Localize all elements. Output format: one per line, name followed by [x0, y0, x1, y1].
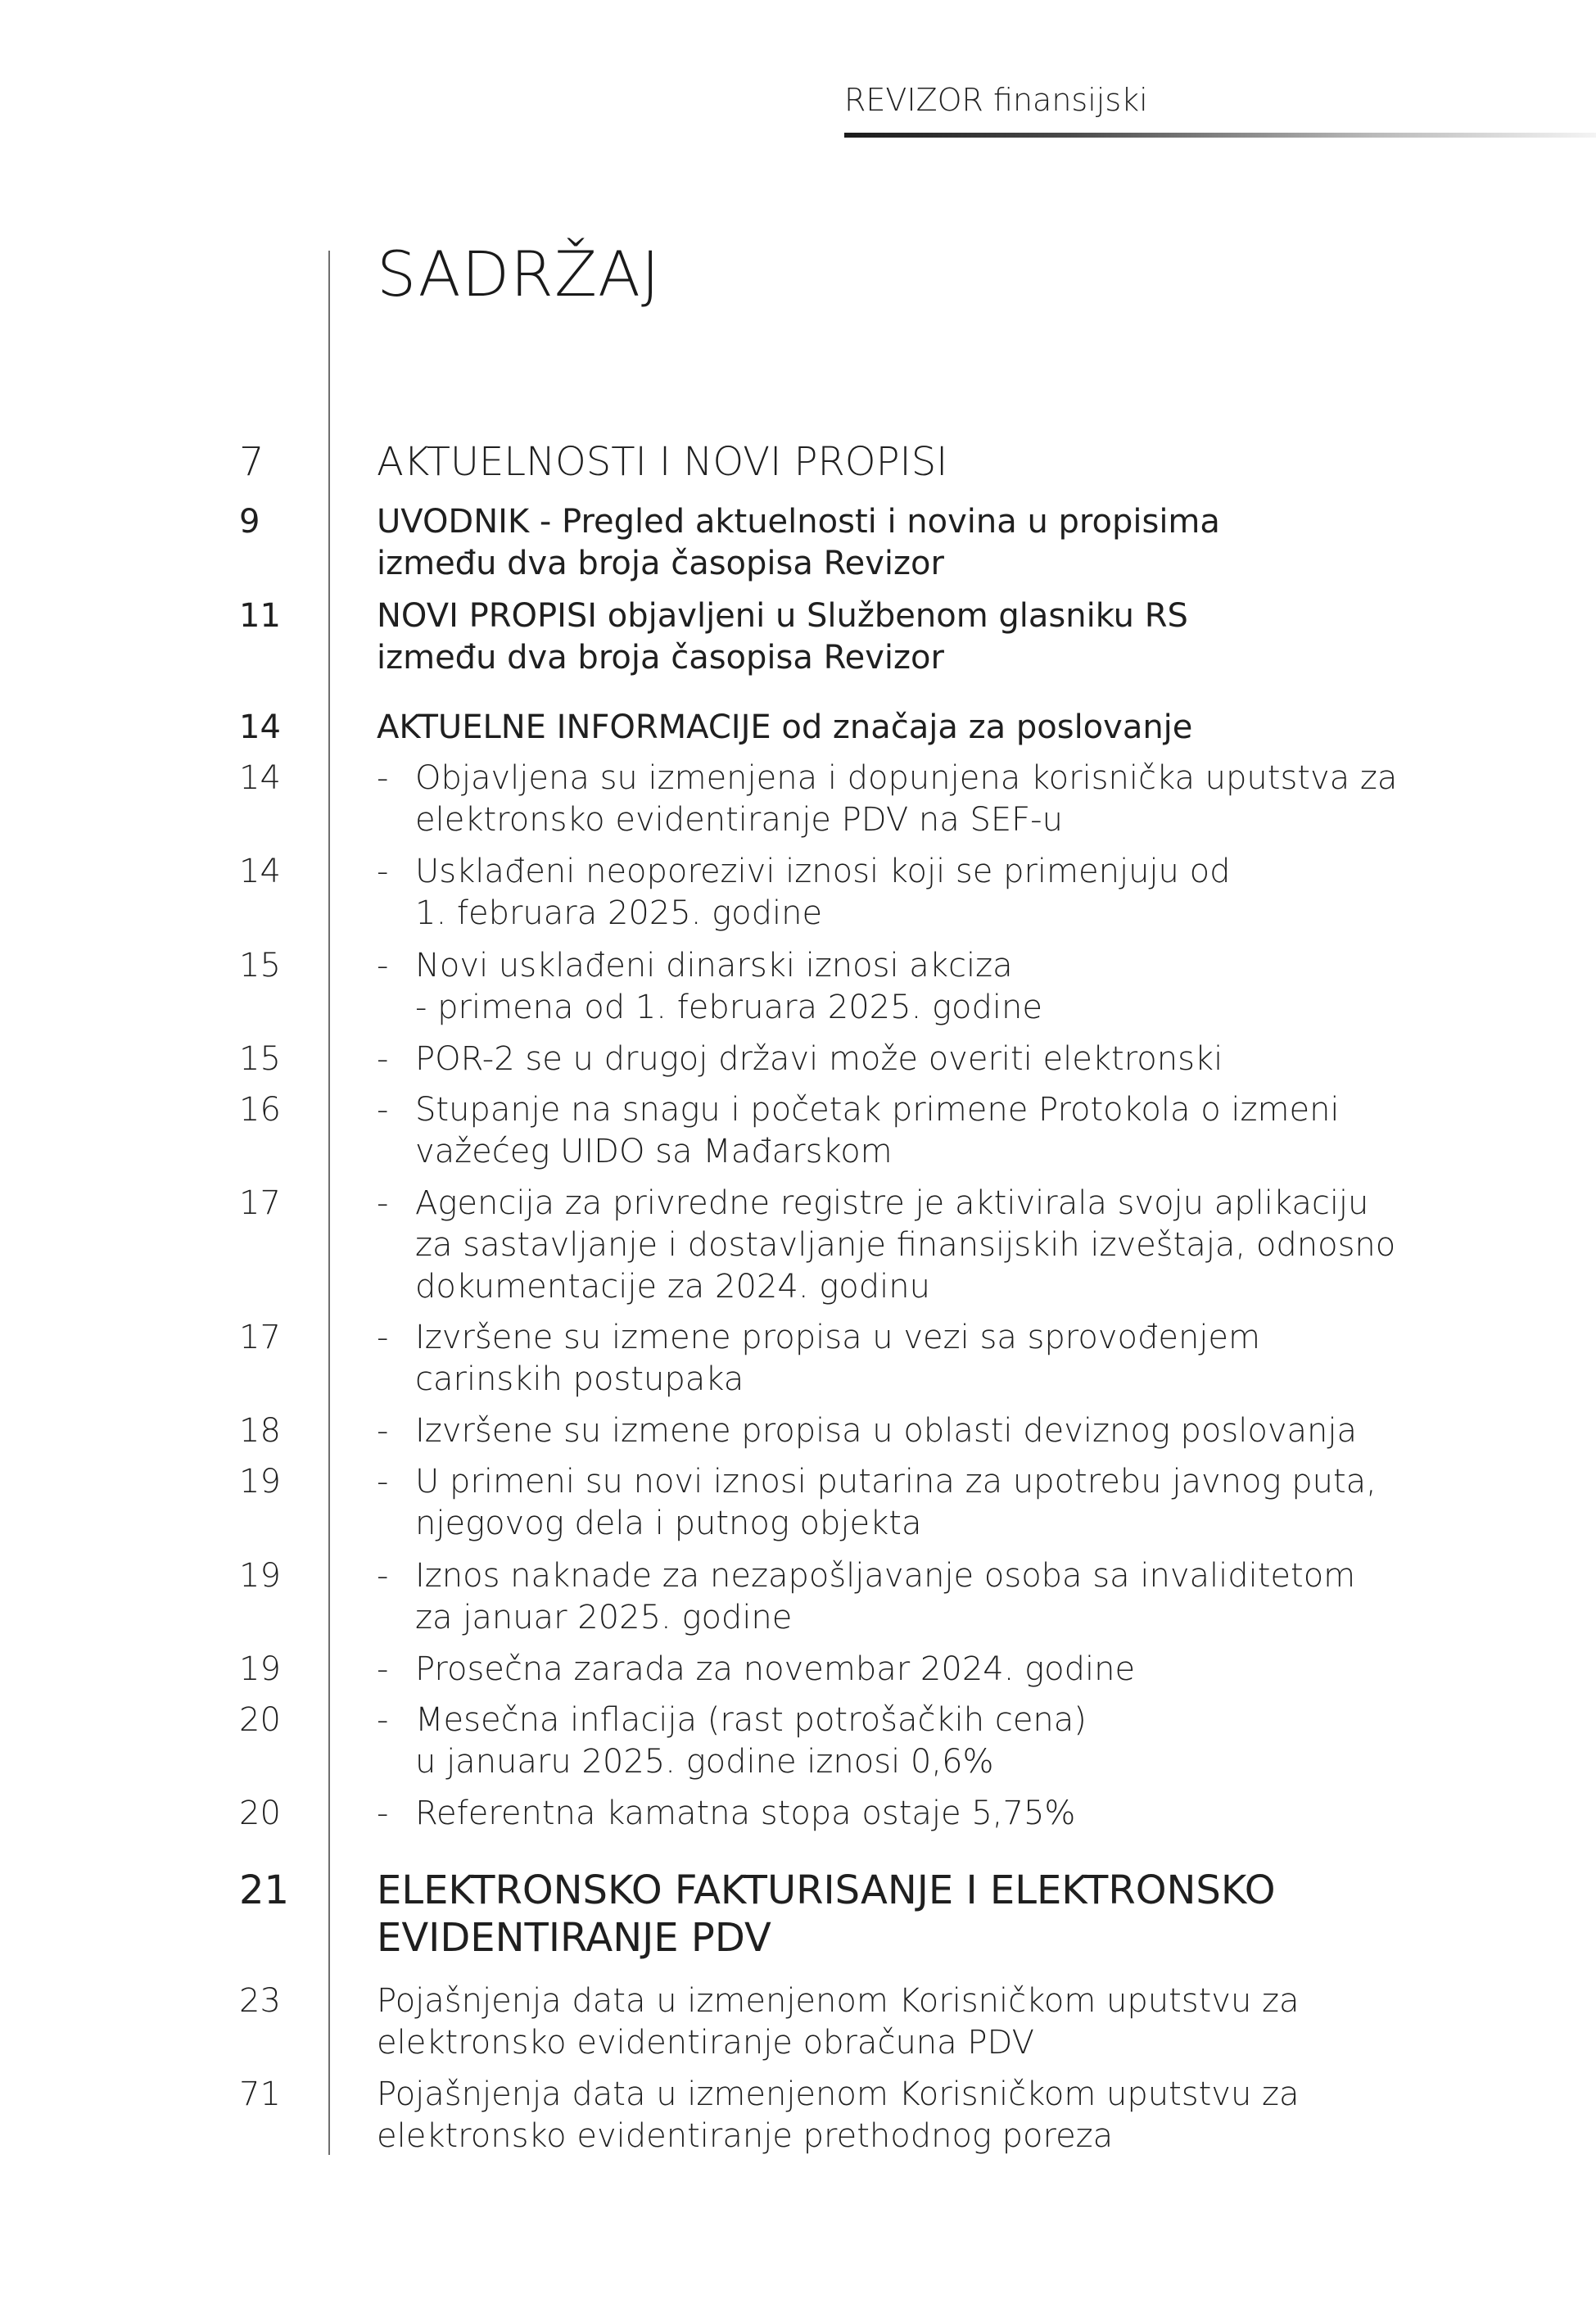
toc-title-line: Stupanje na snagu i početak primene Protokola o izmeni [415, 1091, 1340, 1129]
toc-page-number: 17 [239, 1319, 281, 1356]
toc-title-line: U primeni su novi iznosi putarina za upotrebu javnog puta, [415, 1463, 1377, 1500]
toc-title [377, 501, 1400, 585]
toc-page-number: 11 [239, 597, 281, 635]
toc-page-number: 15 [239, 1040, 281, 1078]
toc-title-line: elektronsko evidentiranje obračuna PDV [377, 2024, 1034, 2062]
bullet-dash: - [377, 1184, 389, 1222]
toc-page-number: 17 [239, 1184, 281, 1222]
toc-title-line: za januar 2025. godine [415, 1599, 793, 1636]
toc-title-line: Referentna kamatna stopa ostaje 5,75% [415, 1795, 1076, 1832]
toc-page-number: 14 [239, 708, 281, 746]
toc-title [415, 945, 1398, 1029]
toc-title [415, 1700, 1398, 1783]
toc-title-line: Izvršene su izmene propisa u vezi sa sprovođenjem [415, 1319, 1260, 1356]
toc-page-number: 7 [239, 439, 264, 485]
toc-page-number: 21 [239, 1867, 290, 1913]
bullet-dash: - [377, 947, 389, 984]
toc-title [415, 1317, 1398, 1401]
toc-title-line: za sastavljanje i dostavljanje finansijskih izveštaja, odnosno [415, 1226, 1396, 1264]
toc-title-line: - primena od 1. februara 2025. godine [415, 989, 1042, 1026]
toc-title-line: NOVI PROPISI objavljeni u Službenom glasniku RS [377, 597, 1188, 635]
bullet-dash: - [377, 1319, 389, 1356]
bullet-dash: - [377, 1701, 389, 1739]
bullet-dash: - [377, 1040, 389, 1078]
toc-title-line: 1. februara 2025. godine [415, 894, 823, 932]
toc-title-line: Prosečna zarada za novembar 2024. godine [415, 1650, 1136, 1688]
toc-page-number: 20 [239, 1701, 281, 1739]
toc-title-line: Pojašnjenja data u izmenjenom Korisničkom uputstvu za [377, 2075, 1300, 2113]
toc-title-line: Iznos naknade za nezapošljavanje osoba sa invaliditetom [415, 1557, 1356, 1595]
toc-title [377, 1867, 1400, 1962]
toc-title [415, 1410, 1398, 1452]
toc-page-number: 14 [239, 759, 281, 797]
toc-title-line: Mesečna inflacija (rast potrošačkih cena) [415, 1701, 1087, 1739]
toc-title [415, 1649, 1398, 1691]
toc-page-number: 9 [239, 503, 260, 541]
toc-title-line: Objavljena su izmenjena i dopunjena korisnička uputstva za [415, 759, 1398, 797]
toc-title-line: dokumentacije za 2024. godinu [415, 1268, 930, 1306]
bullet-dash: - [377, 1795, 389, 1832]
toc-page-number: 16 [239, 1091, 281, 1129]
toc-title [415, 758, 1398, 841]
toc-title-line: AKTUELNOSTI I NOVI PROPISI [377, 439, 948, 485]
toc-title [377, 1980, 1400, 2064]
toc-title-line: UVODNIK - Pregled aktuelnosti i novina u propisima [377, 503, 1220, 541]
toc-page-number: 18 [239, 1412, 281, 1450]
toc-page-number: 15 [239, 947, 281, 984]
toc-title [377, 438, 1400, 486]
toc-title-line: Izvršene su izmene propisa u oblasti deviznog poslovanja [415, 1412, 1357, 1450]
toc-title-line: ELEKTRONSKO FAKTURISANJE I ELEKTRONSKO [377, 1867, 1276, 1913]
toc-title [415, 1461, 1398, 1545]
toc-title [415, 1555, 1398, 1639]
toc-title-line: elektronsko evidentiranje prethodnog poreza [377, 2117, 1114, 2155]
toc-title [415, 1183, 1398, 1308]
toc-title [377, 595, 1400, 679]
bullet-dash: - [377, 759, 389, 797]
toc-title-line: carinskih postupaka [415, 1360, 744, 1398]
bullet-dash: - [377, 853, 389, 890]
toc-title [415, 1039, 1398, 1080]
page-title: SADRŽAJ [377, 238, 661, 310]
toc-title-line: u januaru 2025. godine iznosi 0,6% [415, 1743, 994, 1781]
toc-page-number: 19 [239, 1650, 281, 1688]
toc-page-number: 19 [239, 1463, 281, 1500]
toc-title [415, 851, 1398, 935]
toc-title-line: njegovog dela i putnog objekta [415, 1505, 922, 1542]
toc-page-number: 20 [239, 1795, 281, 1832]
bullet-dash: - [377, 1650, 389, 1688]
bullet-dash: - [377, 1463, 389, 1500]
running-header-title: REVIZOR finansijski [844, 82, 1148, 118]
toc-title-line: Agencija za privredne registre je aktivirala svoju aplikaciju [415, 1184, 1369, 1222]
bullet-dash: - [377, 1412, 389, 1450]
toc-page-number: 23 [239, 1982, 281, 2020]
toc-title [377, 2074, 1400, 2157]
toc-title-line: EVIDENTIRANJE PDV [377, 1915, 771, 1961]
toc-title-line: između dva broja časopisa Revizor [377, 639, 944, 677]
toc-page-number: 71 [239, 2075, 281, 2113]
bullet-dash: - [377, 1557, 389, 1595]
toc-page-number: 14 [239, 853, 281, 890]
toc-title-line: AKTUELNE INFORMACIJE od značaja za poslovanje [377, 708, 1193, 746]
toc-title-line: između dva broja časopisa Revizor [377, 545, 944, 582]
bullet-dash: - [377, 1091, 389, 1129]
toc-title-line: Pojašnjenja data u izmenjenom Korisničkom uputstvu za [377, 1982, 1300, 2020]
toc-title-line: POR-2 se u drugoj državi može overiti elektronski [415, 1040, 1223, 1078]
toc-title [415, 1793, 1398, 1835]
toc-title-line: elektronsko evidentiranje PDV na SEF-u [415, 801, 1063, 839]
toc-title [377, 707, 1400, 749]
toc-title [415, 1089, 1398, 1173]
toc-title-line: Usklađeni neoporezivi iznosi koji se primenjuju od [415, 853, 1231, 890]
toc-title-line: važećeg UIDO sa Mađarskom [415, 1133, 893, 1170]
toc-title-line: Novi usklađeni dinarski iznosi akciza [415, 947, 1013, 984]
toc-page-number: 19 [239, 1557, 281, 1595]
